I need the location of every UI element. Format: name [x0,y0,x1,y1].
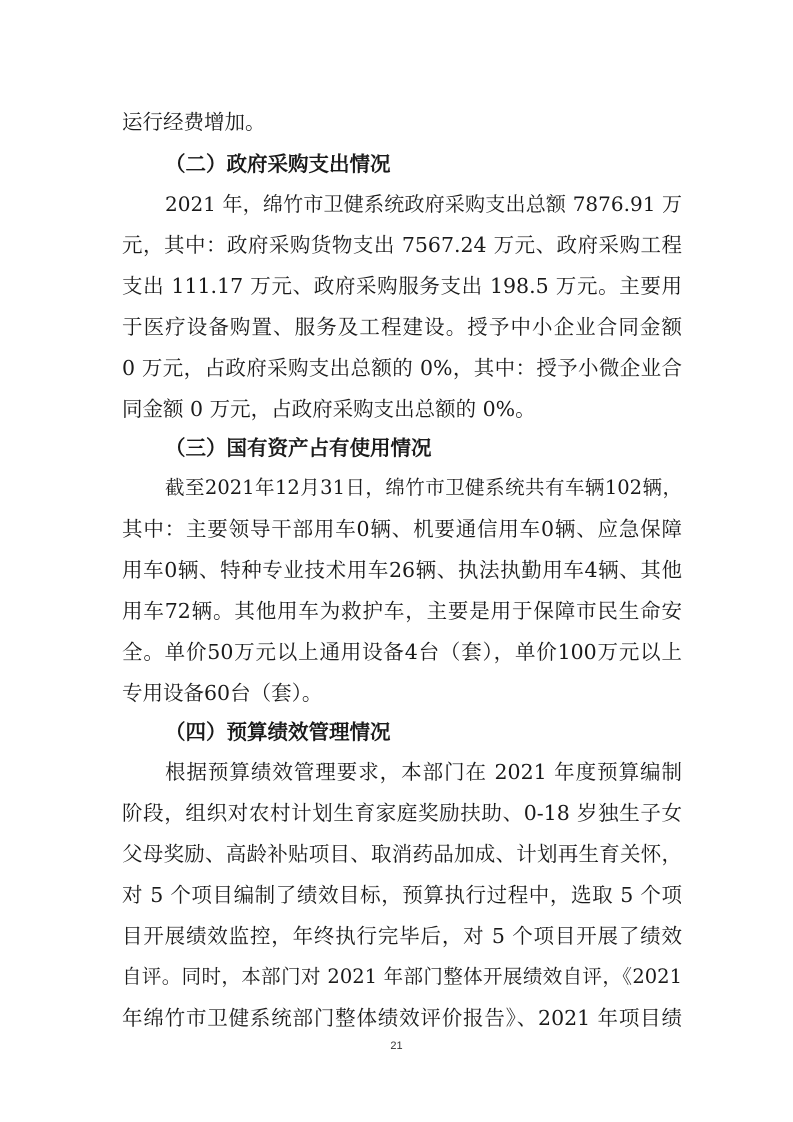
section-heading-procurement: （二）政府采购支出情况 [165,152,391,176]
paragraph-line: 自评。同时，本部门对 2021 年部门整体开展绩效自评，《2021 [122,965,682,988]
paragraph-line: 支出 111.17 万元、政府采购服务支出 198.5 万元。主要用 [122,274,682,298]
paragraph-line: 同金额 0 万元，占政府采购支出总额的 0%。 [122,397,536,421]
paragraph-line: 元，其中：政府采购货物支出 7567.24 万元、政府采购工程 [122,233,682,257]
paragraph-line: 其中：主要领导干部用车0辆、机要通信用车0辆、应急保障 [122,517,682,541]
paragraph-line: 目开展绩效监控，年终执行完毕后，对 5 个项目开展了绩效 [122,924,682,948]
paragraph-line: 用车72辆。其他用车为救护车，主要是用于保障市民生命安 [122,599,682,623]
paragraph-line: 0 万元，占政府采购支出总额的 0%，其中：授予小微企业合 [122,356,682,380]
paragraph-line: 于医疗设备购置、服务及工程建设。授予中小企业合同金额 [122,315,682,339]
paragraph-line: 年绵竹市卫健系统部门整体绩效评价报告》、2021 年项目绩 [122,1006,682,1030]
paragraph-line: 用车0辆、特种专业技术用车26辆、执法执勤用车4辆、其他 [122,558,682,582]
section-heading-performance: （四）预算绩效管理情况 [165,720,391,744]
paragraph-line: 2021 年，绵竹市卫健系统政府采购支出总额 7876.91 万 [165,192,682,216]
opening-line: 运行经费增加。 [122,110,266,134]
paragraph-line: 专用设备60台（套）。 [122,681,323,705]
paragraph-line: 根据预算绩效管理要求，本部门在 2021 年度预算编制 [165,760,682,784]
paragraph-line: 阶段，组织对农村计划生育家庭奖励扶助、0-18 岁独生子女 [122,801,682,825]
section-heading-assets: （三）国有资产占有使用情况 [165,436,432,460]
paragraph-line: 全。单价50万元以上通用设备4台（套），单价100万元以上 [122,640,682,664]
paragraph-line: 截至2021年12月31日，绵竹市卫健系统共有车辆102辆， [165,476,682,499]
paragraph-line: 对 5 个项目编制了绩效目标，预算执行过程中，选取 5 个项 [122,883,682,907]
paragraph-line: 父母奖励、高龄补贴项目、取消药品加成、计划再生育关怀， [122,842,682,866]
page-number: 21 [390,1040,403,1052]
